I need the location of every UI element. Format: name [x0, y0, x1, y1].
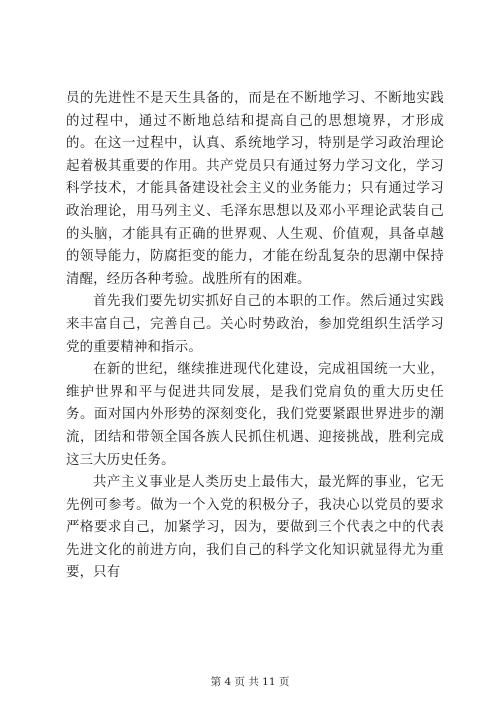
paragraph-2: 首先我们要先切实抓好自己的本职的工作。然后通过实践来丰富自己，完善自己。关心时势政治，参加党组织生活学习党的重要精神和指示。 [66, 294, 444, 355]
paragraph-1: 员的先进性不是天生具备的，而是在不断地学习、不断地实践的过程中，通过不断地总结和提高自己的思想境界，才形成的。在这一过程中，认真、系统地学习，特别是学习政治理论起着极其重要的作用。共产党员只有通过努力学习文化，学习科学技术，才能具备建设社会主义的业务能力；只有通过学习政治理论，用马列主义、毛泽东思想以及邓小平理论武装自己的头脑，才能具有正确的世界观、人生观、价值观，具备卓越的领导能力，防腐拒变的能力，才能在纷乱复杂的思潮中保持清醒，经历各种考验。战胜所有的困难。 [66, 91, 444, 287]
document-body [66, 88, 444, 585]
paragraph-4: 共产主义事业是人类历史上最伟大，最光辉的事业，它无先例可参考。做为一个入党的积极分子，我决心以党员的要求严格要求自己，加紧学习，因为，要做到三个代表之中的代表先进文化的前进方向，我们自己的科学文化知识就显得尤为重要，只有 [66, 475, 444, 581]
page-number-footer: 第 4 页 共 11 页 [210, 676, 290, 688]
paragraph-3: 在新的世纪，继续推进现代化建设，完成祖国统一大业，维护世界和平与促进共同发展，是我们党肩负的重大历史任务。面对国内外形势的深刻变化，我们党要紧跟世界进步的潮流，团结和带领全国各族人民抓住机遇、迎接挑战，胜利完成这三大历史任务。 [66, 362, 444, 468]
